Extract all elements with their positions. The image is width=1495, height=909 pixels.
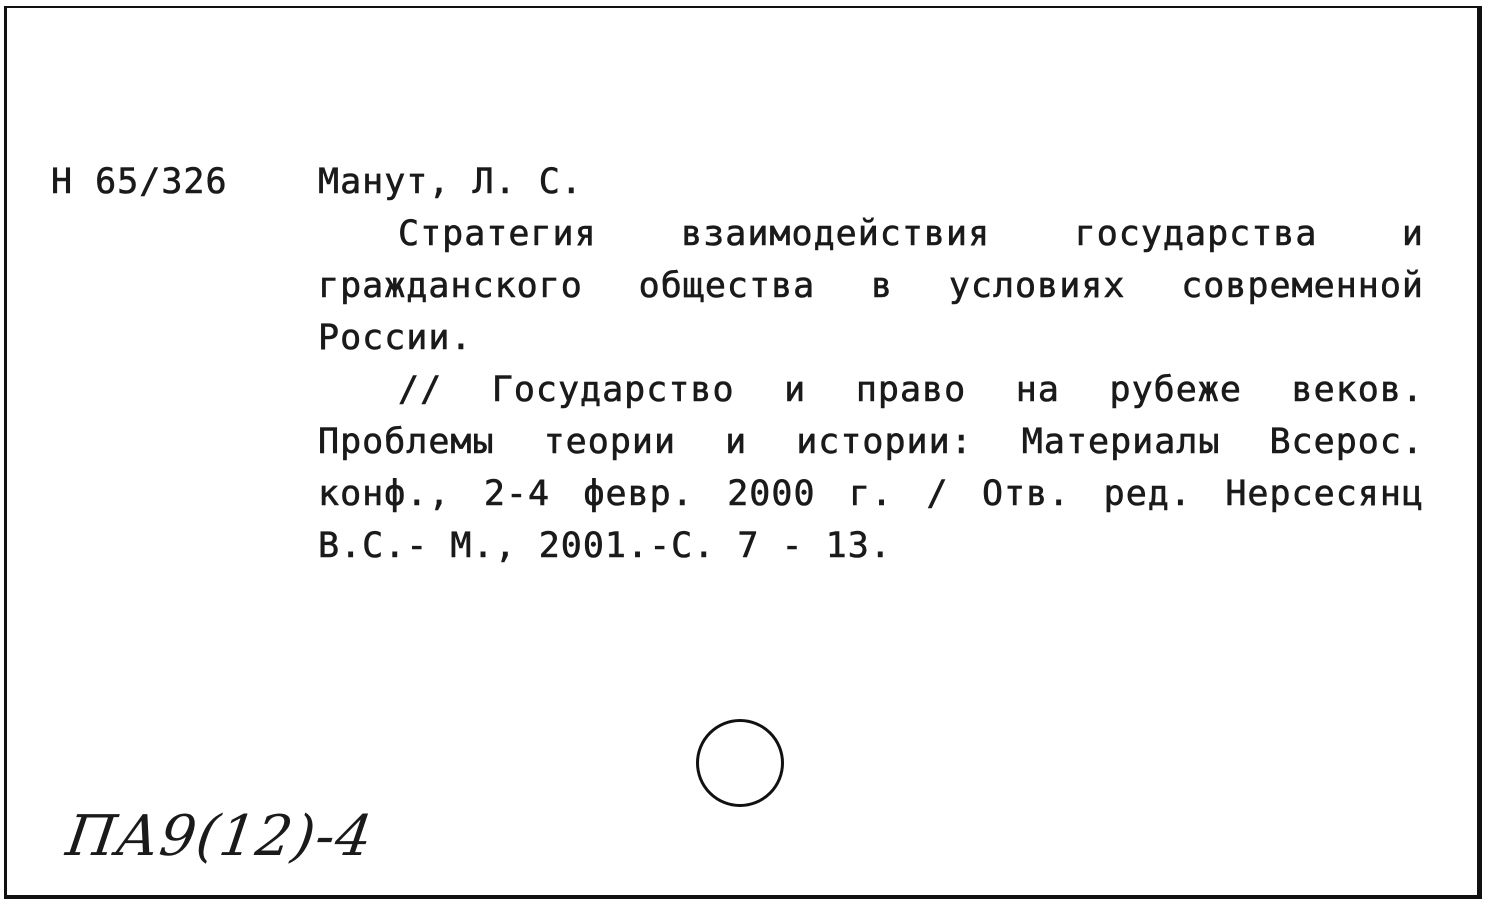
punch-hole-circle [696, 719, 784, 807]
shelfmark: Н 65/326 [51, 162, 228, 202]
source-citation: // Государство и право на рубеже веков. Проблемы теории и истории: Материалы Всерос. конф., 2-4 февр. 2000 г. / Отв. ред. Нерсесянц В.С.- М., 2001.-С. 7 - 13. [318, 370, 1424, 566]
catalog-card [4, 6, 1482, 899]
bibliographic-entry [318, 156, 1424, 572]
handwritten-classification-code: ПА9(12)-4 [62, 804, 377, 869]
title: Стратегия взаимодействия государства и гражданского общества в условиях современной России. [318, 214, 1424, 358]
author: Манут, Л. С. [318, 162, 583, 202]
